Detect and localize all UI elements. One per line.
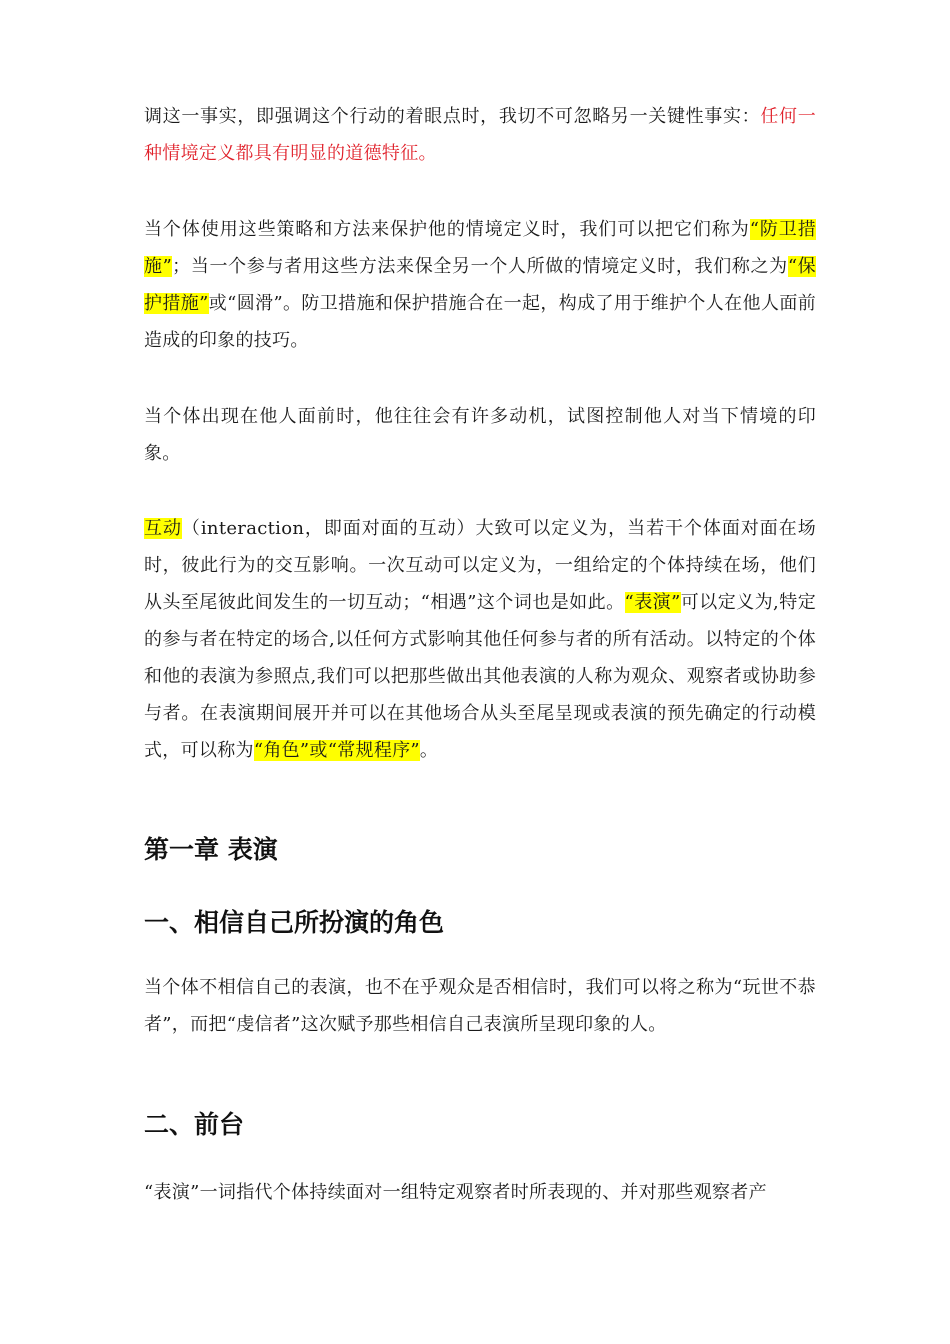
paragraph-moral-character <box>144 98 816 172</box>
red-emphasis-text: 任何一种情境定义都具有明显的道德特征。 <box>144 106 816 164</box>
paragraph-text: “表演”一词指代个体持续面对一组特定观察者时所表现的、并对那些观察者产 <box>144 1182 767 1203</box>
paragraph-text: 。 <box>419 740 439 761</box>
highlight-protective-practices: “保护措施” <box>144 256 816 314</box>
paragraph-interaction-definition <box>144 510 816 769</box>
paragraph-text: 当个体不相信自己的表演，也不在乎观众是否相信时，我们可以将之称为“玩世不恭者”，而把“虔信者”这次赋予那些相信自己表演所呈现印象的人。 <box>144 977 816 1035</box>
paragraph-motives <box>144 398 816 472</box>
paragraph-text: （interaction，即面对面的互动）大致可以定义为，当若干个体面对面在场时，彼此行为的交互影响。一次互动可以定义为，一组给定的个体持续在场，他们从头至尾彼此间发生的一切互动；“相遇”这个词也是如此。 <box>144 518 816 613</box>
section-title-front: 二、前台 <box>144 1110 245 1139</box>
paragraph-text: 可以定义为,特定的参与者在特定的场合,以任何方式影响其他任何参与者的所有活动。以特定的个体和他的表演为参照点,我们可以把那些做出其他表演的人称为观众、观察者或协助参与者。在表演期间展开并可以在其他场合从头至尾呈现或表演的预先确定的行动模式，可以称为 <box>144 592 816 761</box>
highlight-performance: “表演” <box>624 592 681 613</box>
paragraph-text: 或“圆滑”。防卫措施和保护措施合在一起，构成了用于维护个人在他人面前造成的印象的技巧。 <box>144 293 816 351</box>
paragraph-text: 当个体使用这些策略和方法来保护他的情境定义时，我们可以把它们称为 <box>144 219 750 240</box>
chapter-title: 第一章 表演 <box>144 835 278 864</box>
section-title-belief-in-part: 一、相信自己所扮演的角色 <box>144 908 445 937</box>
paragraph-text: 当个体出现在他人面前时，他往往会有许多动机，试图控制他人对当下情境的印象。 <box>144 406 816 464</box>
highlight-interaction: 互动 <box>144 518 182 539</box>
paragraph-defensive-practices <box>144 211 816 359</box>
paragraph-text: ；当一个参与者用这些方法来保全另一个人所做的情境定义时，我们称之为 <box>172 256 788 277</box>
paragraph-cynical-sincere <box>144 969 816 1043</box>
paragraph-text: 调这一事实，即强调这个行动的着眼点时，我切不可忽略另一关键性事实： <box>144 106 761 127</box>
paragraph-front-definition <box>144 1174 816 1211</box>
highlight-part-routine: “角色”或“常规程序” <box>253 740 420 761</box>
highlight-defensive-practices: “防卫措施” <box>144 219 816 277</box>
